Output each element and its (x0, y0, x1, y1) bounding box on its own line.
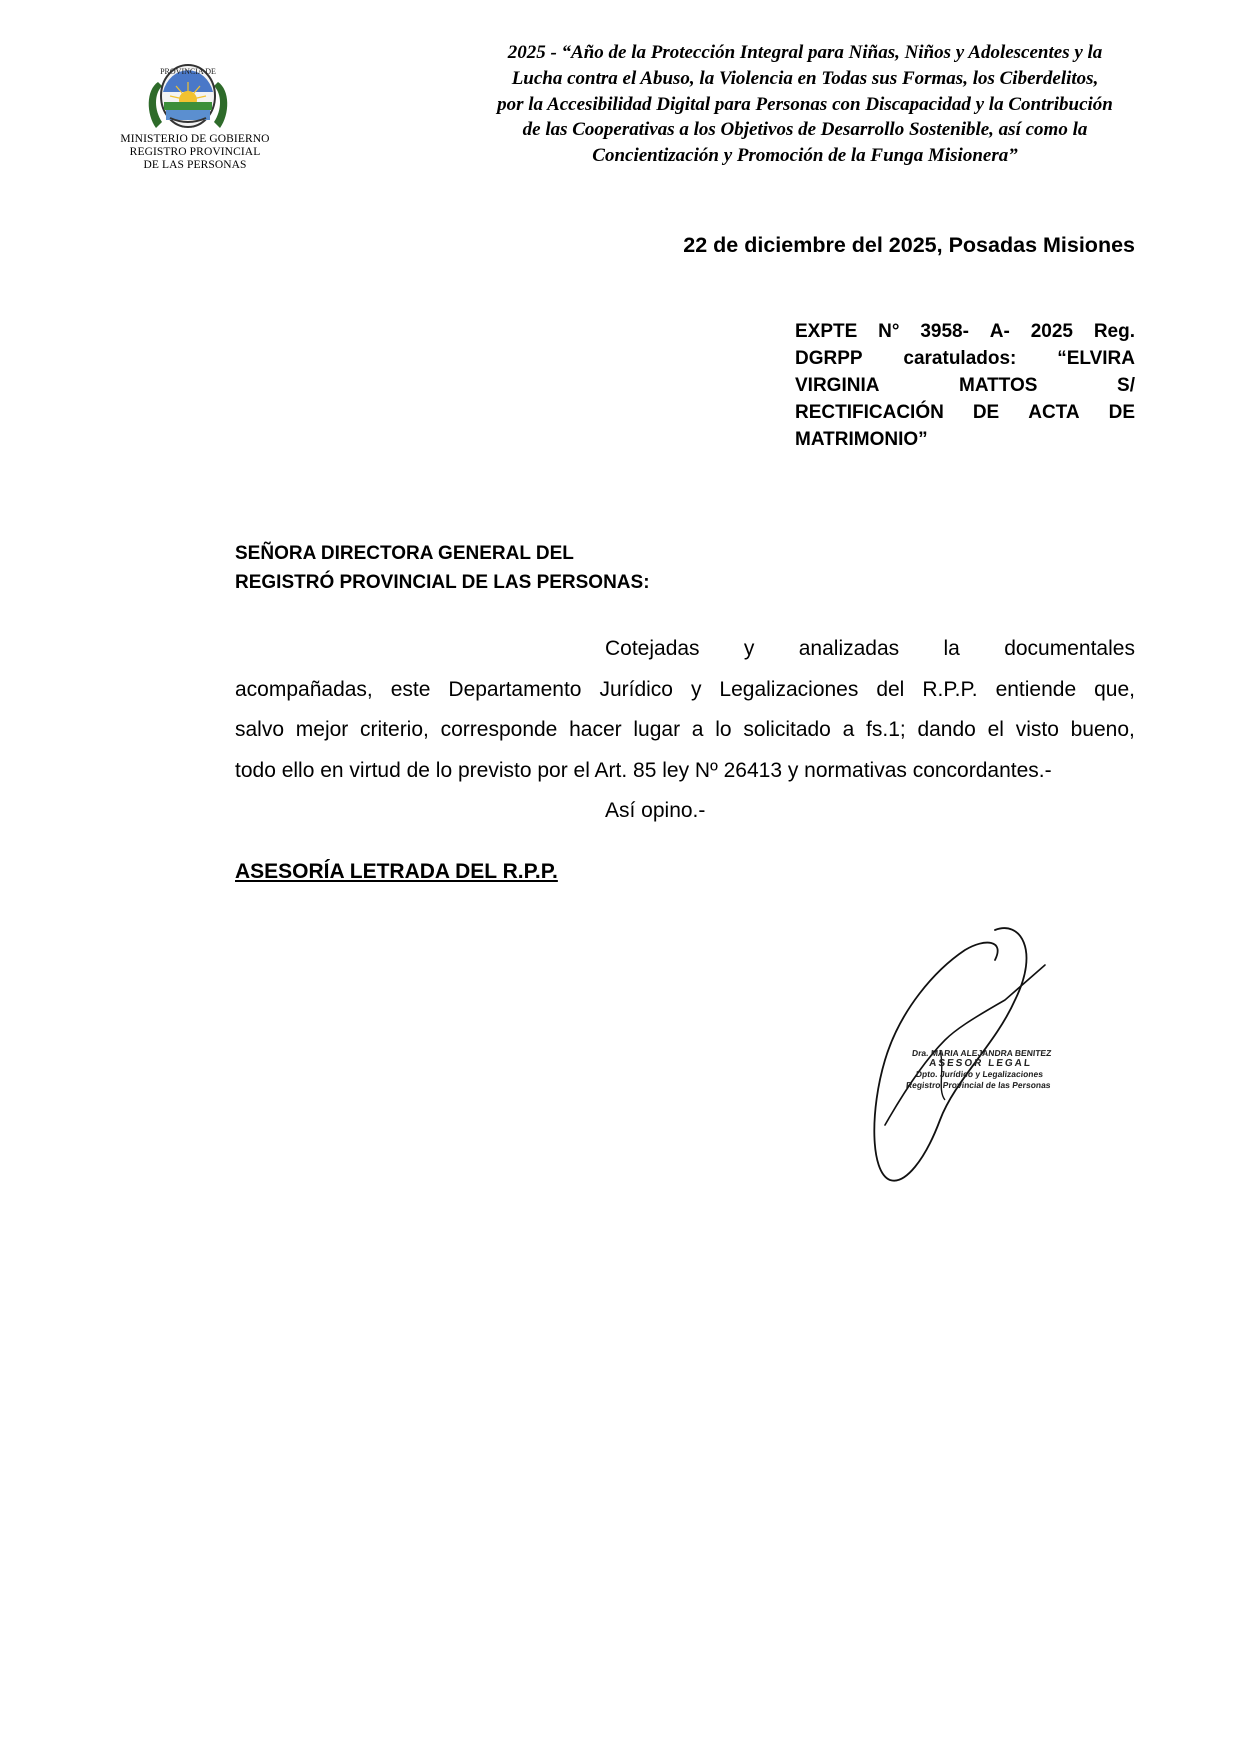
body-line: todo ello en virtud de lo previsto por el Art. 85 ley Nº 26413 y normativas concordantes.- (235, 758, 1052, 782)
case-reference-block (795, 318, 1135, 453)
case-reference-line: EXPTE N° 3958- A- 2025 Reg. (795, 321, 1135, 342)
body-line: salvo mejor criterio, corresponde hacer lugar a lo solicitado a fs.1; dando el visto bueno, (235, 718, 1135, 741)
ministry-block (110, 133, 280, 172)
addressee-line: REGISTRÓ PROVINCIAL DE LAS PERSONAS: (235, 572, 650, 593)
case-reference-line: DGRPP caratulados: “ELVIRA (795, 348, 1135, 369)
annual-motto (455, 40, 1155, 169)
addressee-line: SEÑORA DIRECTORA GENERAL DEL (235, 543, 574, 564)
date-location-line: 22 de diciembre del 2025, Posadas Misiones (683, 233, 1135, 257)
case-reference-line: VIRGINIA MATTOS S/ (795, 375, 1135, 396)
addressee-block (235, 539, 650, 597)
motto-line: 2025 - “Año de la Protección Integral para Niñas, Niños y Adolescentes y la (507, 42, 1103, 63)
stamp-line: Dpto. Jurídico y Legalizaciones (915, 1069, 1044, 1079)
case-reference-line: RECTIFICACIÓN DE ACTA DE (795, 402, 1135, 423)
stamp-line: ASESOR LEGAL (928, 1057, 1033, 1069)
office-signoff: ASESORÍA LETRADA DEL R.P.P. (235, 860, 558, 883)
case-reference-line: MATRIMONIO” (795, 429, 928, 450)
lawyer-stamp (903, 1048, 1057, 1090)
body-line: acompañadas, este Departamento Jurídico y Legalizaciones del R.P.P. entiende que, (235, 677, 1135, 701)
body-line: Cotejadas y analizadas la documentales (605, 637, 1135, 660)
svg-text:PROVINCIA DE: PROVINCIA DE (160, 67, 216, 76)
motto-line: por la Accesibilidad Digital para Personas con Discapacidad y la Contribución (497, 93, 1113, 115)
stamp-line: Dra. MARIA ALEJANDRA BENITEZ (911, 1048, 1052, 1058)
provincial-emblem-logo (140, 52, 236, 134)
ministry-line: REGISTRO PROVINCIAL (129, 146, 261, 158)
motto-line: Lucha contra el Abuso, la Violencia en Todas sus Formas, los Ciberdelitos, (511, 67, 1099, 89)
closing-line: Así opino.- (605, 799, 706, 822)
ministry-line: DE LAS PERSONAS (143, 159, 247, 171)
ministry-line: MINISTERIO DE GOBIERNO (120, 133, 270, 145)
opinion-body (235, 629, 1135, 832)
motto-line: Concientización y Promoción de la Funga Misionera” (592, 145, 1018, 167)
stamp-line: Registro Provincial de las Personas (905, 1079, 1052, 1090)
motto-line: de las Cooperativas a los Objetivos de Desarrollo Sostenible, así como la (522, 119, 1088, 141)
